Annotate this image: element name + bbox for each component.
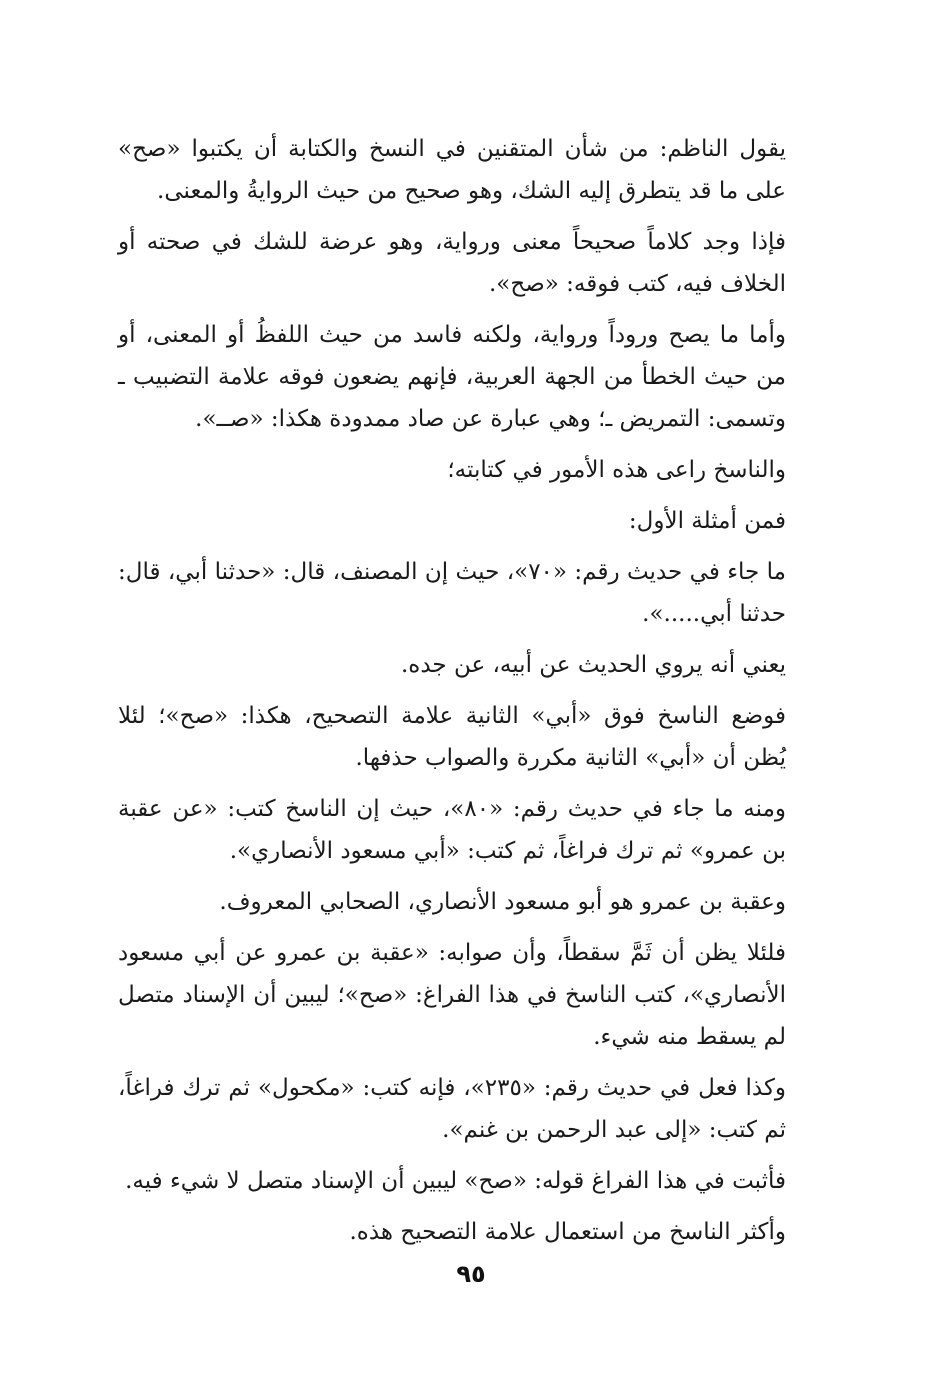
- paragraph: فمن أمثلة الأول:: [628, 508, 786, 534]
- paragraph: يقول الناظم: من شأن المتقنين في النسخ والكتابة أن يكتبوا «صح» على ما قد يتطرق إليه الشك، وهو صحيح من حيث الروايةُ والمعنى.: [118, 136, 786, 204]
- paragraph: والناسخ راعى هذه الأمور في كتابته؛: [447, 457, 786, 483]
- paragraph: فأثبت في هذا الفراغ قوله: «صح» ليبين أن الإسناد متصل لا شيء فيه.: [125, 1168, 786, 1194]
- paragraph: وكذا فعل في حديث رقم: «٢٣٥»، فإنه كتب: «مكحول» ثم ترك فراغاً، ثم كتب: «إلى عبد الرحمن بن غنم».: [118, 1075, 787, 1143]
- paragraph: وعقبة بن عمرو هو أبو مسعود الأنصاري، الصحابي المعروف.: [219, 889, 786, 915]
- paragraph: فلئلا يظن أن ثَمَّ سقطاً، وأن صوابه: «عقبة بن عمرو عن أبي مسعود الأنصاري»، كتب الناسخ في هذا الفراغ: «صح»؛ ليبين أن الإسناد متصل لم يسقط منه شيء.: [118, 940, 786, 1050]
- paragraph: ما جاء في حديث رقم: «٧٠»، حيث إن المصنف، قال: «حدثنا أبي، قال: حدثنا أبي.....».: [118, 559, 786, 627]
- paragraph: فوضع الناسخ فوق «أبي» الثانية علامة التصحيح، هكذا: «صح»؛ لئلا يُظن أن «أبي» الثانية مكررة والصواب حذفها.: [118, 703, 786, 771]
- page-number: ٩٥: [456, 1260, 486, 1288]
- paragraph: فإذا وجد كلاماً صحيحاً معنى ورواية، وهو عرضة للشك في صحته أو الخلاف فيه، كتب فوقه: «صح».: [118, 229, 786, 297]
- paragraph: ومنه ما جاء في حديث رقم: «٨٠»، حيث إن الناسخ كتب: «عن عقبة بن عمرو» ثم ترك فراغاً، ثم كتب: «أبي مسعود الأنصاري».: [118, 796, 786, 864]
- paragraph: وأكثر الناسخ من استعمال علامة التصحيح هذه.: [349, 1219, 786, 1245]
- body-text: [118, 128, 844, 1262]
- paragraph: يعني أنه يروي الحديث عن أبيه، عن جده.: [400, 652, 786, 678]
- paragraph: وأما ما يصح وروداً ورواية، ولكنه فاسد من حيث اللفظُ أو المعنى، أو من حيث الخطأ من الجهة العربية، فإنهم يضعون فوقه علامة التضبيب ـ وتسمى: التمريض ـ؛ وهي عبارة عن صاد ممدودة هكذا: «صــ».: [118, 322, 786, 432]
